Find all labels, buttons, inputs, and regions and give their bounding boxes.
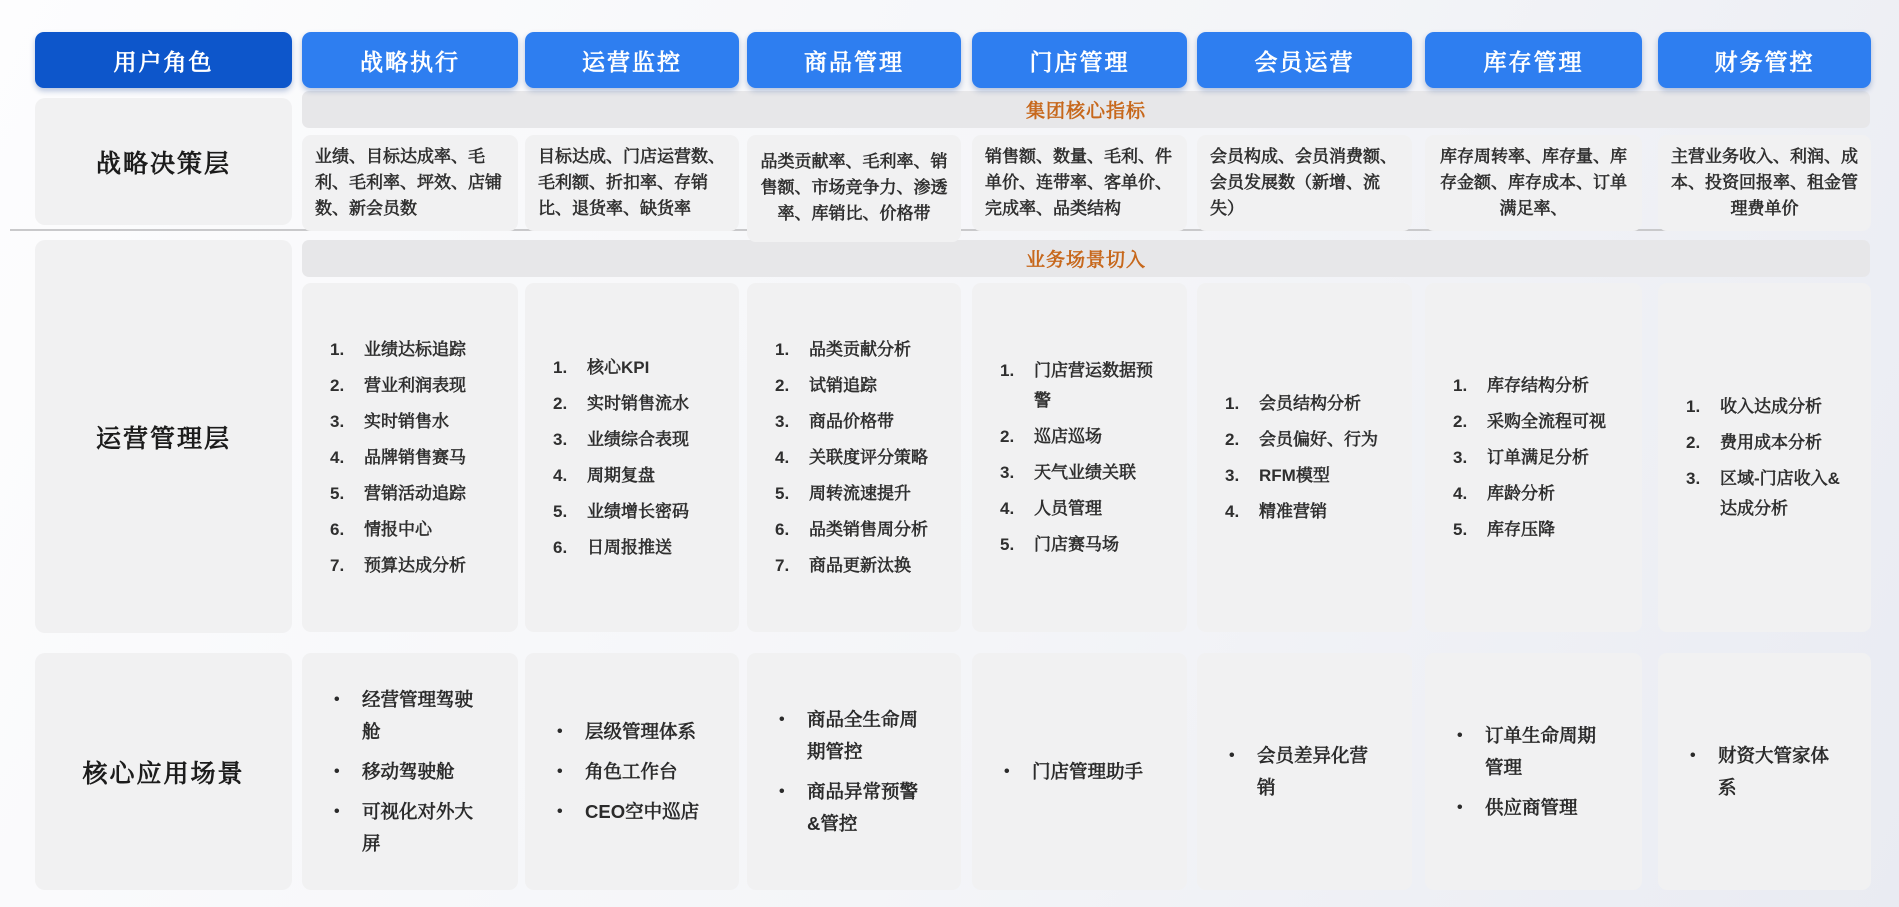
list-item: • 订单生命周期管理	[1457, 720, 1612, 784]
list-item: 商品价格带	[809, 411, 894, 431]
list-item: 费用成本分析	[1720, 432, 1822, 452]
department-tab-inventory-management[interactable]: 库存管理	[1425, 32, 1642, 88]
list-item: 巡店巡场	[1034, 426, 1102, 446]
application-cell-operations-monitoring	[525, 653, 739, 890]
scenario-cell-member-operations	[1197, 283, 1412, 632]
business-scenario-band	[302, 240, 1870, 277]
list-item: • 会员差异化营销	[1229, 740, 1382, 804]
application-list	[779, 696, 931, 848]
list-item: 情报中心	[364, 519, 432, 539]
list-item: 业绩增长密码	[587, 501, 689, 521]
list-item: 营业利润表现	[364, 375, 466, 395]
list-item: 品类销售周分析	[809, 519, 928, 539]
list-item: 周转流速提升	[809, 483, 911, 503]
list-item: • 门店管理助手	[1004, 756, 1157, 788]
list-item: 预算达成分析	[364, 555, 466, 575]
application-list	[1457, 712, 1612, 832]
list-item: 实时销售水	[364, 411, 449, 431]
application-cell-finance-control	[1658, 653, 1871, 890]
scenario-cell-merchandise-management	[747, 283, 961, 632]
list-item: 实时销售流水	[587, 393, 689, 413]
list-item: 营销活动追踪	[364, 483, 466, 503]
department-tab-finance-control[interactable]: 财务管控	[1658, 32, 1871, 88]
application-list	[557, 708, 709, 836]
list-item: 会员偏好、行为	[1259, 429, 1378, 449]
scenario-cell-store-management	[972, 283, 1187, 632]
application-cell-strategy-execution	[302, 653, 518, 890]
list-item: 日周报推送	[587, 537, 672, 557]
list-item: 品牌销售赛马	[364, 447, 466, 467]
list-item: • 层级管理体系	[557, 716, 709, 748]
application-list	[334, 676, 488, 868]
scenario-cell-strategy-execution	[302, 283, 518, 632]
row-label-operations-management-layer: 运营管理层	[35, 240, 292, 633]
metrics-cell-inventory-management: 库存周转率、库存量、库存金额、库存成本、订单满足率、	[1425, 135, 1642, 231]
scenario-cell-inventory-management	[1425, 283, 1642, 632]
list-item: • 移动驾驶舱	[334, 756, 488, 788]
list-item: 品类贡献分析	[809, 339, 911, 359]
business-scenario-band-label: 业务场景切入	[1025, 250, 1146, 271]
list-item: 库存压降	[1487, 519, 1555, 539]
application-cell-member-operations	[1197, 653, 1412, 890]
list-item: 业绩达标追踪	[364, 339, 466, 359]
list-item: 天气业绩关联	[1034, 462, 1136, 482]
metrics-cell-member-operations: 会员构成、会员消费额、会员发展数（新增、流失）	[1197, 135, 1412, 231]
application-list	[1690, 732, 1841, 812]
scenario-cell-finance-control	[1658, 283, 1871, 632]
list-item: • 经营管理驾驶舱	[334, 684, 488, 748]
scenario-list	[330, 329, 500, 587]
department-tab-store-management[interactable]: 门店管理	[972, 32, 1187, 88]
group-core-metrics-band	[302, 91, 1870, 128]
list-item: 业绩综合表现	[587, 429, 689, 449]
list-item: RFM模型	[1259, 465, 1330, 485]
application-cell-inventory-management	[1425, 653, 1642, 890]
list-item: 区域-门店收入&达成分析	[1720, 468, 1840, 518]
list-item: 库龄分析	[1487, 483, 1555, 503]
metrics-cell-operations-monitoring: 目标达成、门店运营数、毛利额、折扣率、存销比、退货率、缺货率	[525, 135, 739, 231]
list-item: 精准营销	[1259, 501, 1327, 521]
list-item: • 供应商管理	[1457, 792, 1612, 824]
list-item: • 可视化对外大屏	[334, 796, 488, 860]
department-tab-operations-monitoring[interactable]: 运营监控	[525, 32, 739, 88]
list-item: 人员管理	[1034, 498, 1102, 518]
list-item: 库存结构分析	[1487, 375, 1589, 395]
list-item: • 商品全生命周期管控	[779, 704, 931, 768]
group-core-metrics-band-label: 集团核心指标	[1025, 101, 1146, 122]
scenario-list	[1686, 386, 1853, 530]
list-item: 试销追踪	[809, 375, 877, 395]
scenario-list	[1453, 365, 1624, 551]
scenario-list	[553, 347, 721, 569]
list-item: 门店营运数据预警	[1034, 360, 1153, 410]
department-tab-member-operations[interactable]: 会员运营	[1197, 32, 1412, 88]
list-item: • 商品异常预警&管控	[779, 776, 931, 840]
list-item: 周期复盘	[587, 465, 655, 485]
list-item: 收入达成分析	[1720, 396, 1822, 416]
scenario-list	[1225, 383, 1394, 533]
list-item: 采购全流程可视	[1487, 411, 1606, 431]
department-tab-strategy-execution[interactable]: 战略执行	[302, 32, 518, 88]
metrics-cell-strategy-execution: 业绩、目标达成率、毛利、毛利率、坪效、店铺数、新会员数	[302, 135, 518, 231]
metrics-cell-store-management: 销售额、数量、毛利、件单价、连带率、客单价、完成率、品类结构	[972, 135, 1187, 231]
list-item: 关联度评分策略	[809, 447, 928, 467]
list-item: • 角色工作台	[557, 756, 709, 788]
application-cell-merchandise-management	[747, 653, 961, 890]
list-item: 核心KPI	[587, 357, 650, 377]
metrics-cell-merchandise-management: 品类贡献率、毛利率、销售额、市场竞争力、渗透率、库销比、价格带	[747, 135, 961, 242]
list-item: • CEO空中巡店	[557, 796, 709, 828]
row-label-core-application-scenarios: 核心应用场景	[35, 653, 292, 890]
list-item: 订单满足分析	[1487, 447, 1589, 467]
list-item: 会员结构分析	[1259, 393, 1361, 413]
row-label-strategic-decision-layer: 战略决策层	[35, 98, 292, 225]
department-tab-merchandise-management[interactable]: 商品管理	[747, 32, 961, 88]
scenario-cell-operations-monitoring	[525, 283, 739, 632]
application-cell-store-management	[972, 653, 1187, 890]
metrics-cell-finance-control: 主营业务收入、利润、成本、投资回报率、租金管理费单价	[1658, 135, 1871, 231]
scenario-list	[775, 329, 943, 587]
list-item: • 财资大管家体系	[1690, 740, 1841, 804]
application-list	[1229, 732, 1382, 812]
list-item: 商品更新汰换	[809, 555, 911, 575]
scenario-list	[1000, 350, 1169, 566]
application-list	[1004, 748, 1157, 796]
list-item: 门店赛马场	[1034, 534, 1119, 554]
role-column-header-button[interactable]: 用户角色	[35, 32, 292, 88]
